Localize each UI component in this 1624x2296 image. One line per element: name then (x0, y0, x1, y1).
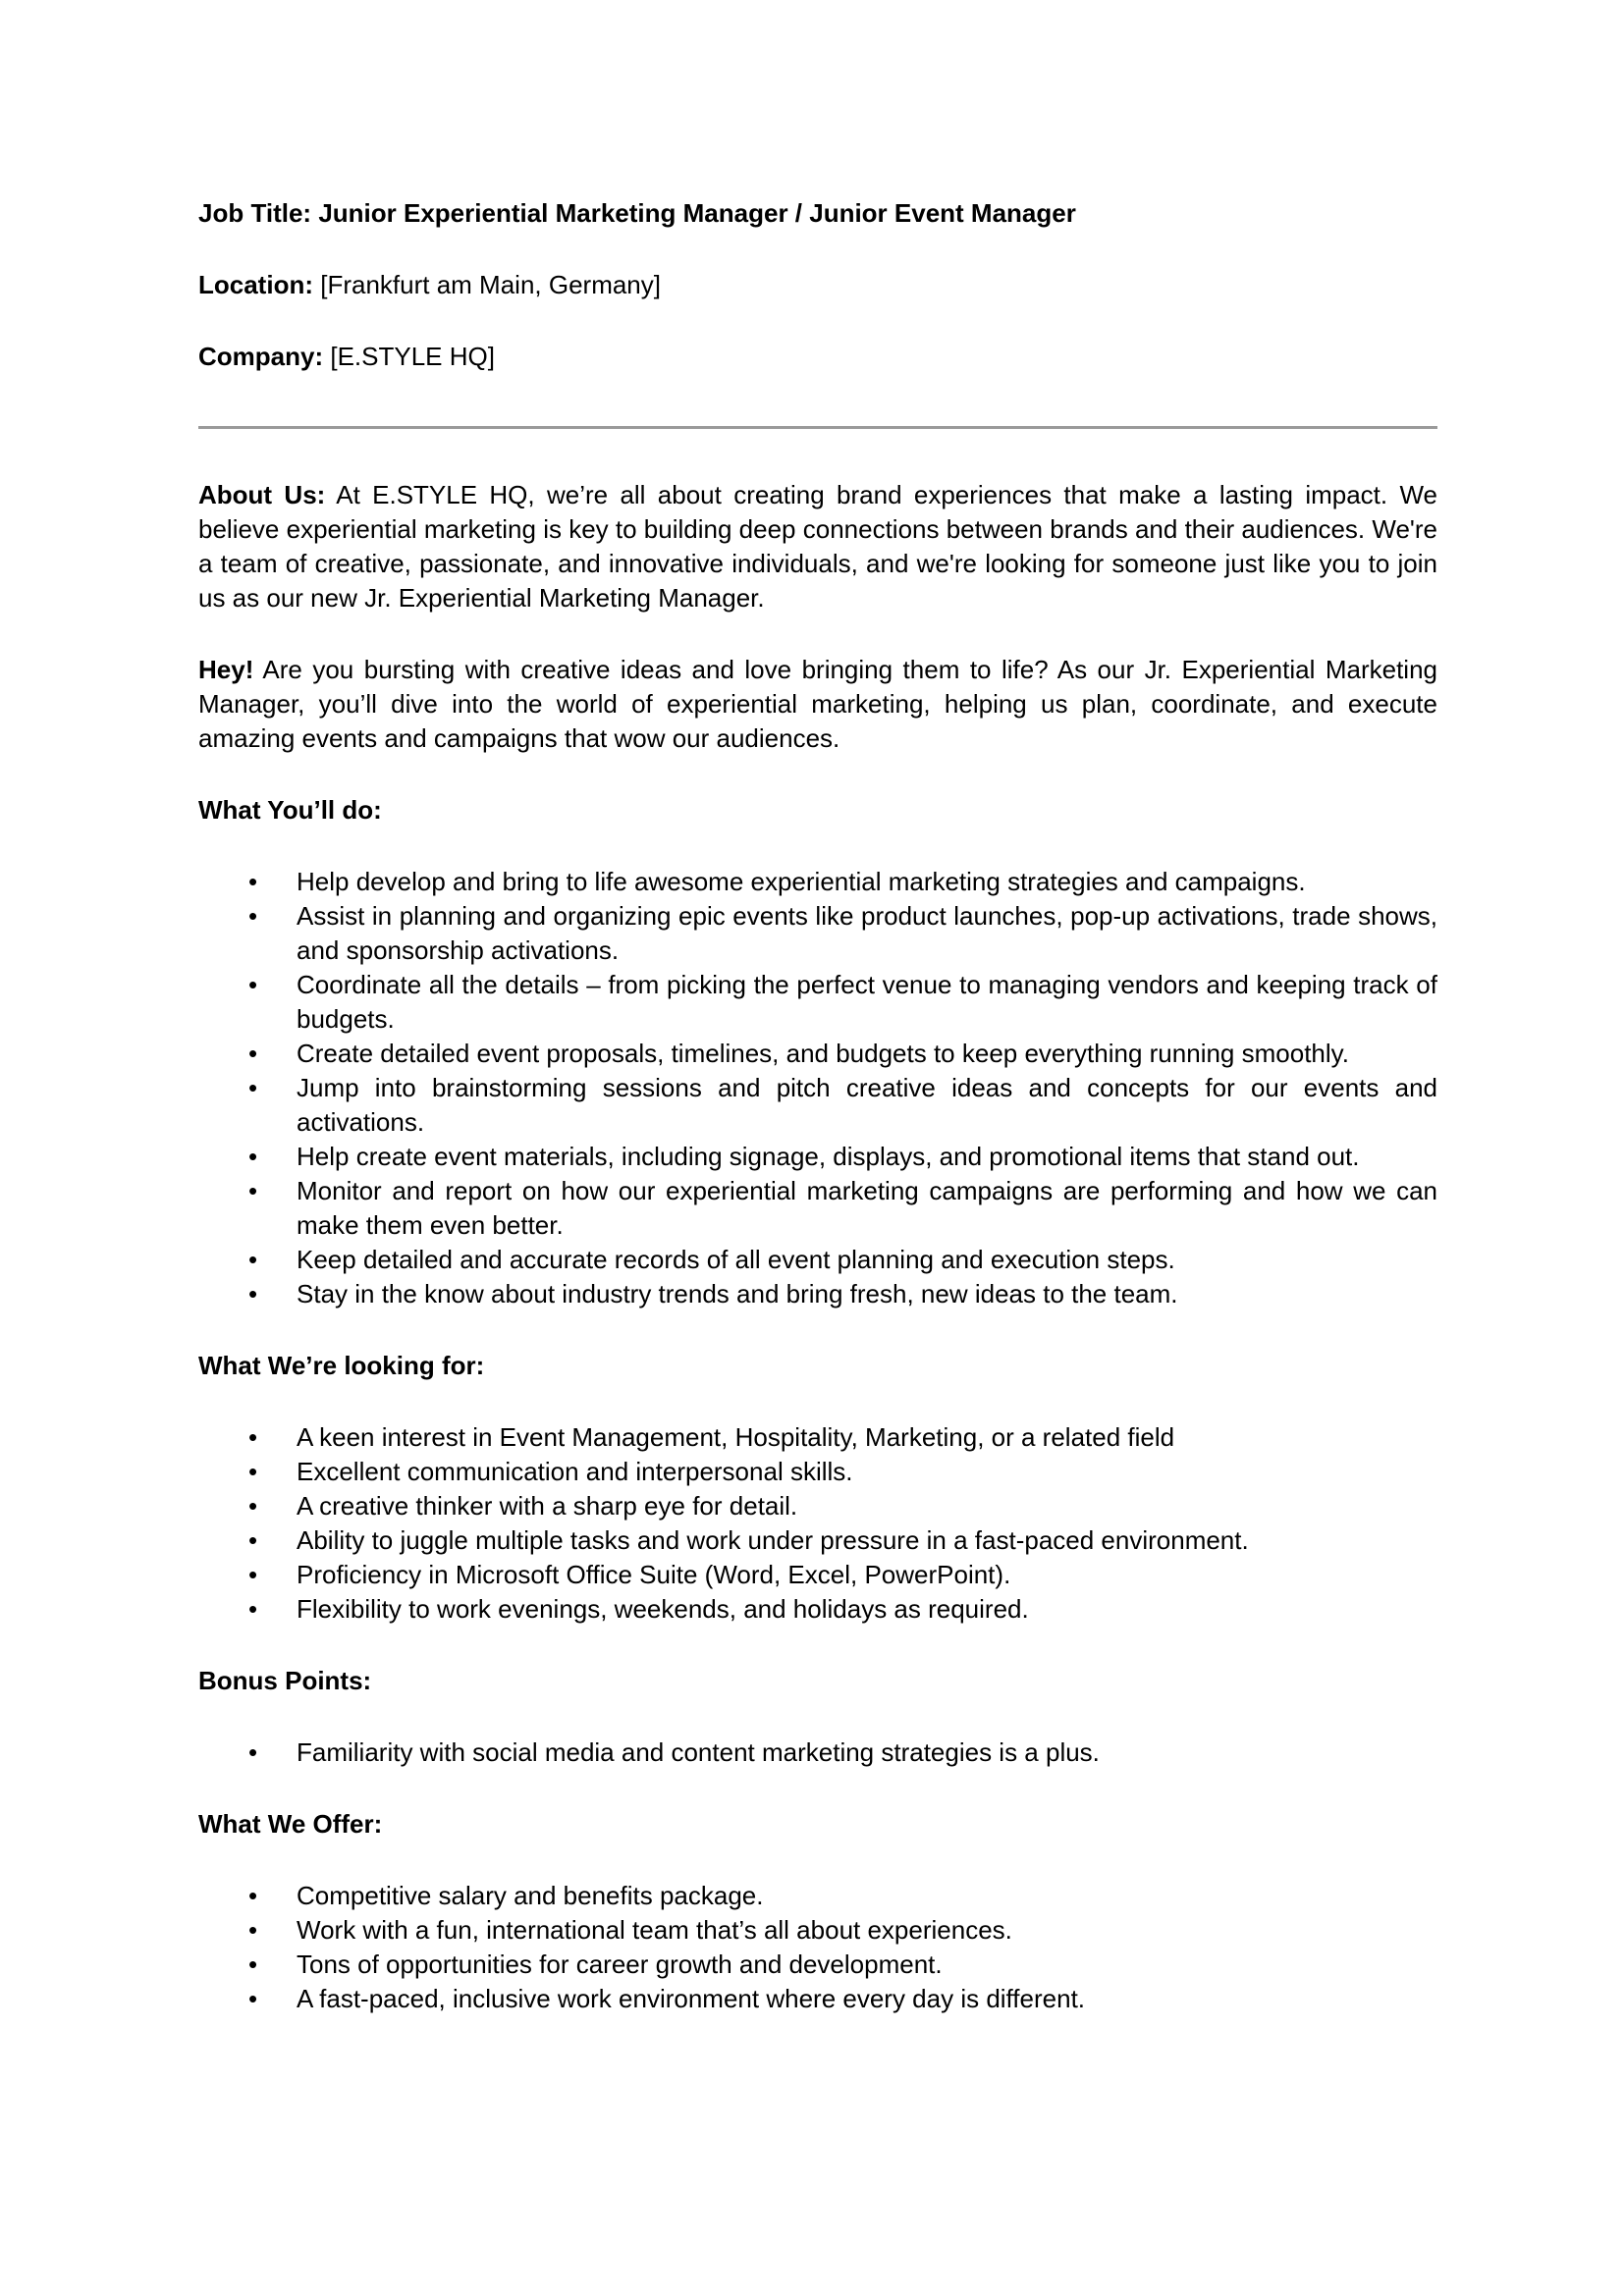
list-item-text: Work with a fun, international team that’s all about experiences. (297, 1915, 1012, 1945)
list-item-text: Proficiency in Microsoft Office Suite (Word, Excel, PowerPoint). (297, 1560, 1011, 1589)
list-item (198, 1071, 1437, 1140)
location-value: [Frankfurt am Main, Germany] (320, 270, 661, 299)
job-posting (198, 196, 1437, 2016)
company-value: [E.STYLE HQ] (330, 342, 495, 371)
list-item (198, 1523, 1437, 1558)
list-item (198, 1558, 1437, 1592)
list-item-text: Monitor and report on how our experiential marketing campaigns are performing and how we can make them even better. (297, 1176, 1437, 1240)
about-paragraph (198, 478, 1437, 615)
bullet-icon: • (248, 1142, 258, 1171)
section-heading: What You’ll do: (198, 795, 382, 825)
bullet-icon: • (248, 1491, 258, 1521)
list-item-text: Help create event materials, including signage, displays, and promotional items that stand out. (297, 1142, 1360, 1171)
bullet-icon: • (248, 1949, 258, 1979)
list-item (198, 1243, 1437, 1277)
list-item-text: Excellent communication and interpersonal skills. (297, 1457, 853, 1486)
list-item (198, 1948, 1437, 1982)
bullet-icon: • (248, 1984, 258, 2013)
bullet-icon: • (248, 901, 258, 931)
list-item-text: Coordinate all the details – from picking the perfect venue to managing vendors and keeping track of budgets. (297, 970, 1437, 1034)
list-item-text: Assist in planning and organizing epic events like product launches, pop-up activations, trade shows, and sponsorship activations. (297, 901, 1437, 965)
list-item (198, 1489, 1437, 1523)
bullet-icon: • (248, 1457, 258, 1486)
list-item (198, 1037, 1437, 1071)
bullet-icon: • (248, 1039, 258, 1068)
list-item (198, 968, 1437, 1037)
list-item-text: A fast-paced, inclusive work environment where every day is different. (297, 1984, 1086, 2013)
bullet-icon: • (248, 1915, 258, 1945)
list-item (198, 1913, 1437, 1948)
bullet-list (198, 1420, 1437, 1627)
list-item-text: A creative thinker with a sharp eye for detail. (297, 1491, 798, 1521)
list-item (198, 1735, 1437, 1770)
bullet-icon: • (248, 1594, 258, 1624)
horizontal-divider (198, 426, 1437, 429)
list-item-text: Help develop and bring to life awesome experiential marketing strategies and campaigns. (297, 867, 1306, 896)
about-text: At E.STYLE HQ, we’re all about creating brand experiences that make a lasting impact. We believe experiential marketing is key to building deep connections between brands and their audiences. We're a team of creative, passionate, and innovative individuals, and we're looking for someone just like you to join us as our new Jr. Experiential Marketing Manager. (198, 480, 1437, 613)
section-heading: What We Offer: (198, 1809, 383, 1839)
bullet-icon: • (248, 1881, 258, 1910)
job-title-label: Job Title: (198, 198, 312, 228)
bullet-icon: • (248, 1422, 258, 1452)
section-heading: Bonus Points: (198, 1666, 372, 1695)
list-item-text: Tons of opportunities for career growth and development. (297, 1949, 943, 1979)
bullet-icon: • (248, 1245, 258, 1274)
bullet-icon: • (248, 970, 258, 999)
location-label: Location: (198, 270, 313, 299)
list-item (198, 1592, 1437, 1627)
list-item-text: Stay in the know about industry trends and bring fresh, new ideas to the team. (297, 1279, 1178, 1308)
list-item-text: Jump into brainstorming sessions and pitch creative ideas and concepts for our events and activations. (297, 1073, 1437, 1137)
intro-paragraph (198, 653, 1437, 756)
intro-text: Are you bursting with creative ideas and love bringing them to life? As our Jr. Experiential Marketing Manager, you’ll dive into the world of experiential marketing, helping us plan, coordinate, and execute amazing events and campaigns that wow our audiences. (198, 655, 1437, 753)
company-label: Company: (198, 342, 324, 371)
bullet-icon: • (248, 1737, 258, 1767)
bullet-icon: • (248, 1560, 258, 1589)
bullet-icon: • (248, 867, 258, 896)
list-item (198, 1140, 1437, 1174)
list-item-text: A keen interest in Event Management, Hospitality, Marketing, or a related field (297, 1422, 1175, 1452)
list-item (198, 1879, 1437, 1913)
list-item-text: Ability to juggle multiple tasks and work under pressure in a fast-paced environment. (297, 1525, 1249, 1555)
company-line (198, 340, 1437, 374)
list-item (198, 1982, 1437, 2016)
location-line (198, 268, 1437, 302)
list-item (198, 1277, 1437, 1311)
bullet-icon: • (248, 1279, 258, 1308)
list-item (198, 1455, 1437, 1489)
section-heading: What We’re looking for: (198, 1351, 485, 1380)
bullet-icon: • (248, 1176, 258, 1205)
job-title-value: Junior Experiential Marketing Manager / Junior Event Manager (318, 198, 1076, 228)
list-item (198, 865, 1437, 899)
bullet-list (198, 1879, 1437, 2016)
list-item-text: Familiarity with social media and content marketing strategies is a plus. (297, 1737, 1100, 1767)
list-item-text: Create detailed event proposals, timelines, and budgets to keep everything running smoothly. (297, 1039, 1349, 1068)
job-title-line (198, 196, 1437, 231)
bullet-list (198, 1735, 1437, 1770)
list-item-text: Flexibility to work evenings, weekends, and holidays as required. (297, 1594, 1029, 1624)
list-item-text: Keep detailed and accurate records of all event planning and execution steps. (297, 1245, 1175, 1274)
sections-container (198, 793, 1437, 2016)
list-item (198, 899, 1437, 968)
bullet-icon: • (248, 1073, 258, 1102)
list-item-text: Competitive salary and benefits package. (297, 1881, 764, 1910)
list-item (198, 1420, 1437, 1455)
bullet-list (198, 865, 1437, 1311)
about-label: About Us: (198, 480, 326, 509)
intro-label: Hey! (198, 655, 254, 684)
list-item (198, 1174, 1437, 1243)
bullet-icon: • (248, 1525, 258, 1555)
